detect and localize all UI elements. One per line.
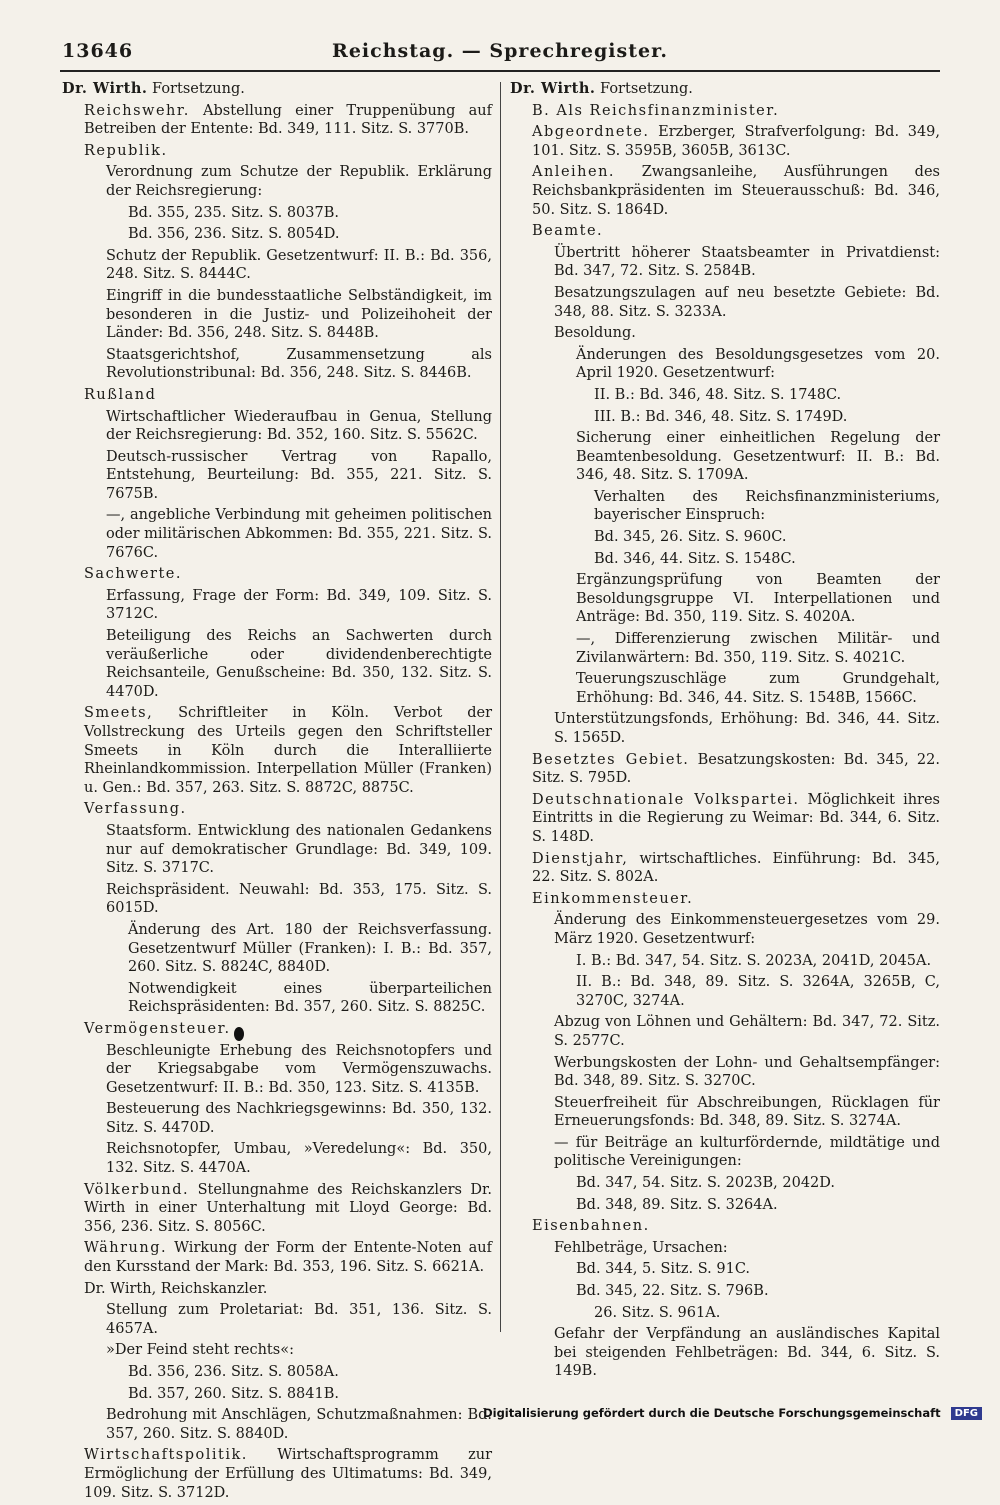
entry-text: Erzberger, Strafverfolgung: Bd. 349, 101. Sitz. S. 3595B, 3605B, 3613C. bbox=[532, 124, 940, 159]
index-entry bbox=[62, 1239, 492, 1276]
index-entry bbox=[62, 565, 492, 584]
entry-text: Beteiligung des Reichs an Sachwerten durch veräußerliche oder dividendenberechtigte Reichsanteile, Genußscheine: Bd. 350, 132. Sitz. S. 4470D. bbox=[106, 628, 492, 700]
index-entry bbox=[510, 1304, 940, 1323]
index-entry bbox=[510, 1217, 940, 1236]
entry-text: Bd. 345, 22. Sitz. S. 796B. bbox=[576, 1283, 769, 1300]
entry-text: II. B.: Bd. 348, 89. Sitz. S. 3264A, 3265B, C, 3270C, 3274A. bbox=[576, 974, 940, 1009]
entry-text: Zwangsanleihe, Ausführungen des Reichsbankpräsidenten im Steuerausschuß: Bd. 346, 50. Sitz. S. 1864D. bbox=[532, 164, 940, 218]
index-entry bbox=[510, 528, 940, 547]
index-entry bbox=[510, 710, 940, 747]
entry-text: — für Beiträge an kulturfördernde, mildtätige und politische Vereinigungen: bbox=[554, 1134, 940, 1170]
entry-text: Besatzungszulagen auf neu besetzte Gebiete: Bd. 348, 88. Sitz. S. 3233A. bbox=[554, 284, 940, 320]
index-entry bbox=[510, 630, 940, 667]
index-entry bbox=[510, 1260, 940, 1279]
index-entry bbox=[510, 550, 940, 569]
index-entry bbox=[510, 973, 940, 1010]
index-entry bbox=[62, 1280, 492, 1299]
entry-text: Bd. 346, 44. Sitz. S. 1548C. bbox=[594, 550, 796, 567]
index-entry bbox=[510, 1239, 940, 1258]
entry-text: Wirtschaftsprogramm zur Ermöglichung der Erfüllung des Ultimatums: Bd. 349, 109. Sitz. S. 3712D. bbox=[84, 1447, 492, 1501]
entry-heading: Reichswehr. bbox=[84, 102, 190, 119]
entry-text: Notwendigkeit eines überparteilichen Reichspräsidenten: Bd. 357, 260. Sitz. S. 8825C. bbox=[128, 980, 492, 1016]
index-entry bbox=[510, 890, 940, 909]
ink-blot bbox=[234, 1027, 244, 1041]
person-name: Dr. Wirth. bbox=[510, 80, 596, 97]
entry-text: Stellung zum Proletariat: Bd. 351, 136. Sitz. S. 4657A. bbox=[106, 1302, 492, 1337]
entry-text: Wirkung der Form der Entente-Noten auf den Kursstand der Mark: Bd. 353, 196. Sitz. S. 6621A. bbox=[84, 1240, 492, 1276]
index-entry bbox=[510, 1174, 940, 1193]
entry-text: Bd. 357, 260. Sitz. S. 8841B. bbox=[128, 1385, 340, 1402]
entry-text: Sicherung einer einheitlichen Regelung der Beamtenbesoldung. Gesetzentwurf: II. B.: Bd. 346, 48. Sitz. S. 1709A. bbox=[576, 430, 940, 484]
footer-credit: Digitalisierung gefördert durch die Deutsche Forschungsgemeinschaft bbox=[483, 1406, 941, 1420]
page-number: 13646 bbox=[62, 40, 134, 62]
column-divider bbox=[500, 82, 501, 1332]
index-entry bbox=[510, 1094, 940, 1131]
entry-heading: Rußland bbox=[84, 386, 157, 403]
index-entry bbox=[62, 822, 492, 878]
entry-text: Eingriff in die bundesstaatliche Selbständigkeit, im besonderen in die Justiz- und Polizeihoheit der Länder: Bd. 356, 248. Sitz. S. 8448B. bbox=[106, 287, 492, 342]
entry-heading: Vermögensteuer. bbox=[84, 1020, 231, 1037]
index-entry bbox=[62, 980, 492, 1017]
right-column bbox=[510, 80, 940, 1384]
index-entry bbox=[62, 704, 492, 797]
entry-text: Besoldung. bbox=[554, 325, 636, 342]
index-entry bbox=[62, 1100, 492, 1137]
entry-text: Erfassung, Frage der Form: Bd. 349, 109. Sitz. S. 3712C. bbox=[106, 587, 492, 623]
index-entry bbox=[510, 751, 940, 788]
entry-text: Änderungen des Besoldungsgesetzes vom 20. April 1920. Gesetzentwurf: bbox=[576, 346, 940, 382]
entry-text: Fortsetzung. bbox=[595, 81, 693, 97]
entry-text: wirtschaftliches. Einführung: Bd. 345, 22. Sitz. S. 802A. bbox=[532, 850, 940, 886]
index-entry bbox=[62, 1020, 492, 1039]
entry-text: Deutsch-russischer Vertrag von Rapallo, Entstehung, Beurteilung: Bd. 355, 221. Sitz. S. 7675B. bbox=[106, 448, 492, 502]
entry-heading: Eisenbahnen. bbox=[532, 1218, 650, 1235]
entry-text: Beschleunigte Erhebung des Reichsnotopfers und der Kriegsabgabe vom Vermögenszuwachs. Gesetzentwurf: II. B.: Bd. 350, 123. Sitz. S. 4135B. bbox=[106, 1042, 492, 1096]
footer bbox=[483, 1406, 982, 1420]
entry-text: 26. Sitz. S. 961A. bbox=[594, 1304, 721, 1321]
index-entry bbox=[510, 346, 940, 383]
index-entry bbox=[510, 1134, 940, 1171]
index-entry bbox=[510, 163, 940, 219]
index-entry bbox=[62, 1042, 492, 1098]
entry-text: Bd. 356, 236. Sitz. S. 8054D. bbox=[128, 226, 340, 243]
entry-heading: Besetztes Gebiet. bbox=[532, 751, 690, 768]
index-entry bbox=[62, 1446, 492, 1502]
entry-text: »Der Feind steht rechts«: bbox=[106, 1342, 294, 1359]
index-entry bbox=[510, 222, 940, 241]
entry-text: —, angebliche Verbindung mit geheimen politischen oder militärischen Abkommen: Bd. 355, 221. Sitz. S. 7676C. bbox=[106, 507, 492, 561]
entry-text: Bd. 355, 235. Sitz. S. 8037B. bbox=[128, 204, 340, 221]
entry-text: Verordnung zum Schutze der Republik. Erklärung der Reichsregierung: bbox=[106, 164, 492, 199]
entry-text: Ergänzungsprüfung von Beamten der Besoldungsgruppe VI. Interpellationen und Anträge: Bd. 350, 119. Sitz. S. 4020A. bbox=[576, 572, 940, 626]
entry-text: II. B.: Bd. 346, 48. Sitz. S. 1748C. bbox=[594, 386, 842, 403]
entry-text: Reichspräsident. Neuwahl: Bd. 353, 175. Sitz. S. 6015D. bbox=[106, 881, 492, 917]
entry-text: Fehlbeträge, Ursachen: bbox=[554, 1239, 728, 1256]
index-entry bbox=[510, 488, 940, 525]
index-entry bbox=[62, 408, 492, 445]
entry-text: Verhalten des Reichsfinanzministeriums, bayerischer Einspruch: bbox=[594, 488, 940, 524]
entry-text: Staatsform. Entwicklung des nationalen Gedankens nur auf demokratischer Grundlage: Bd. 349, 109. Sitz. S. 3717C. bbox=[106, 822, 492, 877]
index-entry bbox=[62, 346, 492, 383]
index-entry bbox=[510, 1282, 940, 1301]
entry-text: Staatsgerichtshof, Zusammensetzung als Revolutionstribunal: Bd. 356, 248. Sitz. S. 8446B. bbox=[106, 346, 492, 382]
entry-text: Stellungnahme des Reichskanzlers Dr. Wirth in einer Unterhaltung mit Lloyd George: Bd. 356, 236. Sitz. S. 8056C. bbox=[84, 1181, 492, 1235]
index-entry bbox=[510, 1054, 940, 1091]
index-entry bbox=[510, 244, 940, 281]
index-entry bbox=[510, 1325, 940, 1381]
index-entry bbox=[510, 80, 940, 99]
entry-heading: Währung. bbox=[84, 1240, 168, 1257]
entry-text: Bedrohung mit Anschlägen, Schutzmaßnahmen: Bd. 357, 260. Sitz. S. 8840D. bbox=[106, 1407, 492, 1442]
entry-text: Dr. Wirth, Reichskanzler. bbox=[84, 1280, 268, 1297]
index-entry bbox=[62, 204, 492, 223]
index-entry bbox=[62, 287, 492, 343]
entry-text: Reichsnotopfer, Umbau, »Veredelung«: Bd. 350, 132. Sitz. S. 4470A. bbox=[106, 1141, 492, 1177]
index-entry bbox=[510, 952, 940, 971]
index-entry bbox=[62, 102, 492, 139]
entry-text: Werbungskosten der Lohn- und Gehaltsempfänger: Bd. 348, 89. Sitz. S. 3270C. bbox=[554, 1054, 940, 1090]
running-title: Reichstag. — Sprechregister. bbox=[332, 40, 668, 62]
index-entry bbox=[510, 850, 940, 887]
entry-heading: Deutschnationale Volkspartei. bbox=[532, 791, 800, 808]
entry-text: Teuerungszuschläge zum Grundgehalt, Erhöhung: Bd. 346, 44. Sitz. S. 1548B, 1566C. bbox=[576, 671, 940, 706]
entry-text: Besatzungskosten: Bd. 345, 22. Sitz. S. 795D. bbox=[532, 751, 940, 787]
index-entry bbox=[510, 429, 940, 485]
entry-text: Unterstützungsfonds, Erhöhung: Bd. 346, 44. Sitz. S. 1565D. bbox=[554, 711, 940, 746]
entry-heading: B. Als Reichsfinanzminister. bbox=[532, 102, 780, 119]
entry-heading: Völkerbund. bbox=[84, 1181, 190, 1198]
index-entry bbox=[62, 800, 492, 819]
index-entry bbox=[62, 881, 492, 918]
left-column bbox=[62, 80, 492, 1505]
entry-heading: Smeets, bbox=[84, 705, 154, 722]
entry-heading: Verfassung. bbox=[84, 801, 187, 818]
entry-heading: Einkommensteuer. bbox=[532, 890, 694, 907]
index-entry bbox=[510, 123, 940, 160]
index-entry bbox=[62, 448, 492, 504]
index-entry bbox=[62, 1341, 492, 1360]
index-entry bbox=[62, 1140, 492, 1177]
entry-text: Übertritt höherer Staatsbeamter in Privatdienst: Bd. 347, 72. Sitz. S. 2584B. bbox=[554, 244, 940, 280]
index-entry bbox=[510, 1196, 940, 1215]
index-entry bbox=[510, 911, 940, 948]
entry-text: Gefahr der Verpfändung an ausländisches Kapital bei steigenden Fehlbeträgen: Bd. 344, 6. Sitz. S. 149B. bbox=[554, 1326, 940, 1380]
index-entry bbox=[510, 324, 940, 343]
index-entry bbox=[510, 386, 940, 405]
entry-text: Möglichkeit ihres Eintritts in die Regierung zu Weimar: Bd. 344, 6. Sitz. S. 148D. bbox=[532, 791, 940, 845]
index-entry bbox=[510, 102, 940, 121]
entry-heading: Wirtschaftspolitik. bbox=[84, 1447, 248, 1464]
entry-text: I. B.: Bd. 347, 54. Sitz. S. 2023A, 2041D, 2045A. bbox=[576, 952, 932, 969]
entry-text: Schriftleiter in Köln. Verbot der Vollstreckung des Urteils gegen den Schriftsteller Smeets in Köln durch die Interalliierte Rheinlandkommission. Interpellation Müller (Franken) u. Gen.: Bd. 357, 263. Sitz. S. 8872C, 8875C. bbox=[84, 705, 492, 796]
index-entry bbox=[62, 80, 492, 99]
person-name: Dr. Wirth. bbox=[62, 80, 148, 97]
index-entry bbox=[510, 1013, 940, 1050]
index-entry bbox=[62, 627, 492, 701]
entry-text: Steuerfreiheit für Abschreibungen, Rücklagen für Erneuerungsfonds: Bd. 348, 89. Sitz. S. 3274A. bbox=[554, 1094, 940, 1130]
entry-text: Bd. 347, 54. Sitz. S. 2023B, 2042D. bbox=[576, 1175, 836, 1192]
entry-text: Abzug von Löhnen und Gehältern: Bd. 347, 72. Sitz. S. 2577C. bbox=[554, 1014, 940, 1049]
entry-text: Abstellung einer Truppenübung auf Betreiben der Entente: Bd. 349, 111. Sitz. S. 3770B. bbox=[84, 102, 492, 138]
header-rule bbox=[60, 70, 940, 72]
index-entry bbox=[62, 1181, 492, 1237]
index-entry bbox=[62, 506, 492, 562]
entry-text: Bd. 356, 236. Sitz. S. 8058A. bbox=[128, 1364, 339, 1380]
index-entry bbox=[62, 587, 492, 624]
index-entry bbox=[62, 225, 492, 244]
entry-text: Bd. 348, 89. Sitz. S. 3264A. bbox=[576, 1196, 778, 1213]
entry-text: Änderung des Art. 180 der Reichsverfassung. Gesetzentwurf Müller (Franken): I. B.: Bd. 357, 260. Sitz. S. 8824C, 8840D. bbox=[128, 921, 492, 976]
entry-heading: Dienstjahr, bbox=[532, 850, 629, 867]
entry-heading: Sachwerte. bbox=[84, 566, 182, 583]
index-entry bbox=[62, 163, 492, 200]
index-entry bbox=[62, 921, 492, 977]
index-entry bbox=[510, 284, 940, 321]
entry-heading: Republik. bbox=[84, 142, 168, 159]
index-entry bbox=[62, 142, 492, 161]
index-entry bbox=[510, 791, 940, 847]
entry-text: III. B.: Bd. 346, 48. Sitz. S. 1749D. bbox=[594, 408, 848, 425]
entry-heading: Beamte. bbox=[532, 223, 604, 240]
entry-heading: Abgeordnete. bbox=[532, 124, 650, 141]
entry-text: Fortsetzung. bbox=[147, 81, 245, 97]
entry-text: Änderung des Einkommensteuergesetzes vom 29. März 1920. Gesetzentwurf: bbox=[554, 912, 940, 947]
index-entry bbox=[62, 1406, 492, 1443]
entry-text: Besteuerung des Nachkriegsgewinns: Bd. 350, 132. Sitz. S. 4470D. bbox=[106, 1101, 492, 1136]
index-entry bbox=[510, 571, 940, 627]
index-entry bbox=[62, 247, 492, 284]
entry-text: Bd. 345, 26. Sitz. S. 960C. bbox=[594, 529, 787, 546]
index-entry bbox=[510, 670, 940, 707]
index-entry bbox=[62, 1301, 492, 1338]
entry-text: Bd. 344, 5. Sitz. S. 91C. bbox=[576, 1261, 751, 1278]
entry-text: Wirtschaftlicher Wiederaufbau in Genua, Stellung der Reichsregierung: Bd. 352, 160. Sitz. S. 5562C. bbox=[106, 408, 492, 444]
dfg-logo: DFG bbox=[951, 1407, 982, 1420]
index-entry bbox=[62, 386, 492, 405]
entry-text: Schutz der Republik. Gesetzentwurf: II. B.: Bd. 356, 248. Sitz. S. 8444C. bbox=[106, 247, 492, 283]
index-entry bbox=[510, 408, 940, 427]
index-entry bbox=[62, 1385, 492, 1404]
index-entry bbox=[62, 1363, 492, 1382]
entry-heading: Anleihen. bbox=[532, 164, 616, 181]
entry-text: —, Differenzierung zwischen Militär- und Zivilanwärtern: Bd. 350, 119. Sitz. S. 4021C. bbox=[576, 631, 940, 666]
